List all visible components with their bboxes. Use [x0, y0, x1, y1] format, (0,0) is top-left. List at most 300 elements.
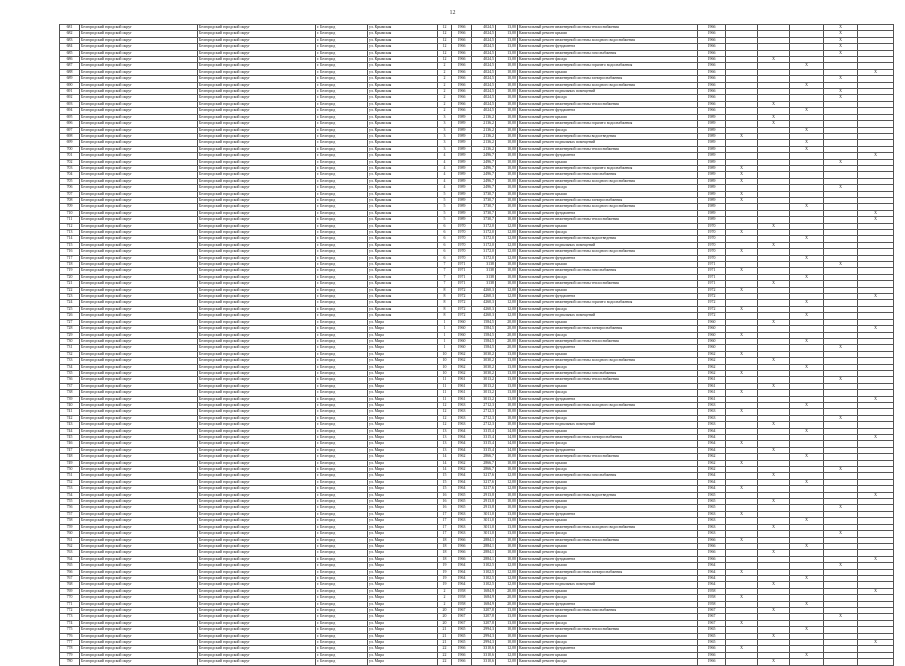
- house-number-cell: 2: [438, 89, 452, 95]
- last-repair-year-cell: 1958: [698, 601, 726, 607]
- house-number-cell: 12: [438, 402, 452, 408]
- period-5-cell: X: [858, 210, 894, 216]
- build-year-cell: 1963: [452, 511, 472, 517]
- work-type-cell: Капитальный ремонт фасада: [518, 659, 698, 665]
- house-number-cell: 4: [438, 178, 452, 184]
- last-repair-year-cell: 1989: [698, 191, 726, 197]
- last-repair-year-cell: 1964: [698, 473, 726, 479]
- area-cell: 4260,3: [472, 294, 496, 300]
- wear-cell: 20,00: [496, 319, 518, 325]
- house-number-cell: 18: [438, 537, 452, 543]
- street-cell: ул. Мира: [368, 659, 438, 665]
- work-type-cell: Капитальный ремонт фундамента: [518, 396, 698, 402]
- row-number-cell: 713: [60, 230, 80, 236]
- period-5-cell: X: [858, 435, 894, 441]
- period-4-cell: X: [824, 76, 858, 82]
- municipality-cell: Белгородский городской округ: [198, 50, 316, 56]
- house-number-cell: 2: [438, 101, 452, 107]
- street-cell: ул. Крымская: [368, 63, 438, 69]
- locality-cell: г. Белгород: [316, 620, 368, 626]
- work-type-cell: Капитальный ремонт крыши: [518, 409, 698, 415]
- street-cell: ул. Крымская: [368, 31, 438, 37]
- build-year-cell: 1970: [452, 255, 472, 261]
- municipality-cell: Белгородский городской округ: [198, 326, 316, 332]
- build-year-cell: 1971: [452, 262, 472, 268]
- locality-cell: г. Белгород: [316, 652, 368, 658]
- district-cell: Белгородский городской округ: [80, 140, 198, 146]
- build-year-cell: 1965: [452, 505, 472, 511]
- wear-cell: 13,00: [496, 524, 518, 530]
- row-number-cell: 767: [60, 575, 80, 581]
- house-number-cell: 16: [438, 499, 452, 505]
- build-year-cell: 1966: [452, 31, 472, 37]
- build-year-cell: 1964: [452, 447, 472, 453]
- work-type-cell: Капитальный ремонт фундамента: [518, 294, 698, 300]
- work-type-cell: Капитальный ремонт фасада: [518, 306, 698, 312]
- municipality-cell: Белгородский городской округ: [198, 479, 316, 485]
- locality-cell: г. Белгород: [316, 460, 368, 466]
- locality-cell: г. Белгород: [316, 172, 368, 178]
- row-number-cell: 723: [60, 294, 80, 300]
- house-number-cell: 8: [438, 300, 452, 306]
- locality-cell: г. Белгород: [316, 76, 368, 82]
- build-year-cell: 1964: [452, 582, 472, 588]
- street-cell: ул. Крымская: [368, 249, 438, 255]
- house-number-cell: 1: [438, 338, 452, 344]
- page-number: 12: [449, 10, 456, 16]
- municipality-cell: Белгородский городской округ: [198, 281, 316, 287]
- locality-cell: г. Белгород: [316, 89, 368, 95]
- street-cell: ул. Мира: [368, 486, 438, 492]
- street-cell: ул. Крымская: [368, 262, 438, 268]
- period-2-cell: X: [758, 422, 790, 428]
- district-cell: Белгородский городской округ: [80, 82, 198, 88]
- work-type-cell: Капитальный ремонт инженерной системы электроснабжения: [518, 435, 698, 441]
- row-number-cell: 736: [60, 377, 80, 383]
- municipality-cell: Белгородский городской округ: [198, 524, 316, 530]
- area-cell: 3102,5: [472, 569, 496, 575]
- period-4-cell: X: [824, 345, 858, 351]
- area-cell: 3138: [472, 262, 496, 268]
- wear-cell: 10,00: [496, 172, 518, 178]
- district-cell: Белгородский городской округ: [80, 165, 198, 171]
- area-cell: 4024,5: [472, 57, 496, 63]
- street-cell: ул. Крымская: [368, 306, 438, 312]
- district-cell: Белгородский городской округ: [80, 620, 198, 626]
- street-cell: ул. Мира: [368, 422, 438, 428]
- period-5-cell: X: [858, 326, 894, 332]
- district-cell: Белгородский городской округ: [80, 377, 198, 383]
- build-year-cell: 1966: [452, 76, 472, 82]
- district-cell: Белгородский городской округ: [80, 197, 198, 203]
- work-type-cell: Капитальный ремонт фундамента: [518, 345, 698, 351]
- street-cell: ул. Мира: [368, 435, 438, 441]
- street-cell: ул. Мира: [368, 627, 438, 633]
- area-cell: 4024,5: [472, 44, 496, 50]
- locality-cell: г. Белгород: [316, 447, 368, 453]
- street-cell: ул. Крымская: [368, 197, 438, 203]
- work-type-cell: Капитальный ремонт фасада: [518, 390, 698, 396]
- locality-cell: г. Белгород: [316, 31, 368, 37]
- street-cell: ул. Крымская: [368, 121, 438, 127]
- area-cell: 3207,8: [472, 620, 496, 626]
- area-cell: 2136,2: [472, 127, 496, 133]
- area-cell: 3013,2: [472, 377, 496, 383]
- house-number-cell: 20: [438, 607, 452, 613]
- work-type-cell: Капитальный ремонт фасада: [518, 620, 698, 626]
- last-repair-year-cell: 1965: [698, 499, 726, 505]
- last-repair-year-cell: 1960: [698, 332, 726, 338]
- period-1-cell: X: [726, 178, 758, 184]
- build-year-cell: 1966: [452, 537, 472, 543]
- house-number-cell: 17: [438, 531, 452, 537]
- street-cell: ул. Мира: [368, 467, 438, 473]
- last-repair-year-cell: 1964: [698, 569, 726, 575]
- area-cell: 3207,8: [472, 614, 496, 620]
- municipality-cell: Белгородский городской округ: [198, 499, 316, 505]
- street-cell: ул. Мира: [368, 550, 438, 556]
- locality-cell: г. Белгород: [316, 486, 368, 492]
- house-number-cell: 6: [438, 230, 452, 236]
- house-number-cell: 18: [438, 556, 452, 562]
- build-year-cell: 1966: [452, 44, 472, 50]
- street-cell: ул. Крымская: [368, 255, 438, 261]
- wear-cell: 10,00: [496, 281, 518, 287]
- municipality-cell: Белгородский городской округ: [198, 210, 316, 216]
- row-number-cell: 685: [60, 50, 80, 56]
- period-4-cell: [824, 659, 858, 665]
- locality-cell: г. Белгород: [316, 63, 368, 69]
- row-number-cell: 717: [60, 255, 80, 261]
- locality-cell: г. Белгород: [316, 127, 368, 133]
- municipality-cell: Белгородский городской округ: [198, 575, 316, 581]
- municipality-cell: Белгородский городской округ: [198, 473, 316, 479]
- build-year-cell: 1963: [452, 402, 472, 408]
- street-cell: ул. Мира: [368, 531, 438, 537]
- row-number-cell: 686: [60, 57, 80, 63]
- street-cell: ул. Мира: [368, 543, 438, 549]
- locality-cell: г. Белгород: [316, 499, 368, 505]
- period-3-cell: X: [790, 518, 824, 524]
- wear-cell: 20,00: [496, 595, 518, 601]
- work-type-cell: Капитальный ремонт инженерной системы холодного водоснабжения: [518, 358, 698, 364]
- row-number-cell: 721: [60, 281, 80, 287]
- work-type-cell: Капитальный ремонт фундамента: [518, 210, 698, 216]
- wear-cell: 10,00: [496, 153, 518, 159]
- street-cell: ул. Крымская: [368, 82, 438, 88]
- district-cell: Белгородский городской округ: [80, 242, 198, 248]
- build-year-cell: 1965: [452, 499, 472, 505]
- municipality-cell: Белгородский городской округ: [198, 620, 316, 626]
- locality-cell: г. Белгород: [316, 274, 368, 280]
- municipality-cell: Белгородский городской округ: [198, 159, 316, 165]
- period-1-cell: X: [726, 332, 758, 338]
- row-number-cell: 698: [60, 133, 80, 139]
- wear-cell: 13,00: [496, 614, 518, 620]
- area-cell: 3138: [472, 274, 496, 280]
- district-cell: Белгородский городской округ: [80, 415, 198, 421]
- row-number-cell: 710: [60, 210, 80, 216]
- work-type-cell: Капитальный ремонт фасада: [518, 274, 698, 280]
- house-number-cell: 1: [438, 326, 452, 332]
- area-cell: 3102,5: [472, 575, 496, 581]
- row-number-cell: 746: [60, 441, 80, 447]
- locality-cell: г. Белгород: [316, 319, 368, 325]
- locality-cell: г. Белгород: [316, 217, 368, 223]
- district-cell: Белгородский городской округ: [80, 499, 198, 505]
- locality-cell: г. Белгород: [316, 370, 368, 376]
- house-number-cell: 12: [438, 57, 452, 63]
- street-cell: ул. Крымская: [368, 172, 438, 178]
- area-cell: 4024,5: [472, 31, 496, 37]
- house-number-cell: 3: [438, 127, 452, 133]
- house-number-cell: 7: [438, 262, 452, 268]
- house-number-cell: 7: [438, 268, 452, 274]
- build-year-cell: 1967: [452, 620, 472, 626]
- district-cell: Белгородский городской округ: [80, 659, 198, 665]
- area-cell: 4260,3: [472, 313, 496, 319]
- wear-cell: 10,00: [496, 467, 518, 473]
- build-year-cell: 1966: [452, 543, 472, 549]
- municipality-cell: Белгородский городской округ: [198, 287, 316, 293]
- locality-cell: г. Белгород: [316, 210, 368, 216]
- street-cell: ул. Крымская: [368, 300, 438, 306]
- street-cell: ул. Мира: [368, 319, 438, 325]
- row-number-cell: 752: [60, 479, 80, 485]
- period-4-cell: X: [824, 467, 858, 473]
- locality-cell: г. Белгород: [316, 262, 368, 268]
- street-cell: ул. Крымская: [368, 140, 438, 146]
- municipality-cell: Белгородский городской округ: [198, 454, 316, 460]
- row-number-cell: 760: [60, 531, 80, 537]
- wear-cell: 12,00: [496, 563, 518, 569]
- wear-cell: 12,00: [496, 582, 518, 588]
- locality-cell: г. Белгород: [316, 37, 368, 43]
- period-4-cell: X: [824, 44, 858, 50]
- work-type-cell: Капитальный ремонт фасада: [518, 127, 698, 133]
- last-repair-year-cell: 1964: [698, 447, 726, 453]
- build-year-cell: 1963: [452, 409, 472, 415]
- district-cell: Белгородский городской округ: [80, 191, 198, 197]
- wear-cell: 13,00: [496, 531, 518, 537]
- locality-cell: г. Белгород: [316, 428, 368, 434]
- work-type-cell: Капитальный ремонт фундамента: [518, 447, 698, 453]
- area-cell: 3315,4: [472, 435, 496, 441]
- street-cell: ул. Крымская: [368, 236, 438, 242]
- last-repair-year-cell: 1989: [698, 121, 726, 127]
- area-cell: 2496,7: [472, 178, 496, 184]
- wear-cell: 10,00: [496, 627, 518, 633]
- area-cell: 2712,3: [472, 409, 496, 415]
- house-number-cell: 2: [438, 108, 452, 114]
- period-1-cell: X: [726, 646, 758, 652]
- work-type-cell: Капитальный ремонт фасада: [518, 441, 698, 447]
- house-number-cell: 11: [438, 396, 452, 402]
- build-year-cell: 1989: [452, 204, 472, 210]
- street-cell: ул. Мира: [368, 326, 438, 332]
- municipality-cell: Белгородский городской округ: [198, 185, 316, 191]
- locality-cell: г. Белгород: [316, 165, 368, 171]
- last-repair-year-cell: 1989: [698, 172, 726, 178]
- district-cell: Белгородский городской округ: [80, 345, 198, 351]
- last-repair-year-cell: 1961: [698, 383, 726, 389]
- municipality-cell: Белгородский городской округ: [198, 595, 316, 601]
- period-3-cell: X: [790, 140, 824, 146]
- work-type-cell: Капитальный ремонт крыши: [518, 543, 698, 549]
- build-year-cell: 1960: [452, 338, 472, 344]
- municipality-cell: Белгородский городской округ: [198, 563, 316, 569]
- last-repair-year-cell: 1962: [698, 351, 726, 357]
- build-year-cell: 1965: [452, 627, 472, 633]
- build-year-cell: 1966: [452, 89, 472, 95]
- work-type-cell: Капитальный ремонт инженерной системы теплоснабжения: [518, 101, 698, 107]
- row-number-cell: 732: [60, 351, 80, 357]
- district-cell: Белгородский городской округ: [80, 607, 198, 613]
- work-type-cell: Капитальный ремонт инженерной системы холодного водоснабжения: [518, 204, 698, 210]
- wear-cell: 10,00: [496, 409, 518, 415]
- row-number-cell: 779: [60, 652, 80, 658]
- build-year-cell: 1962: [452, 370, 472, 376]
- house-number-cell: 6: [438, 242, 452, 248]
- district-cell: Белгородский городской округ: [80, 319, 198, 325]
- area-cell: 2994,3: [472, 640, 496, 646]
- district-cell: Белгородский городской округ: [80, 575, 198, 581]
- locality-cell: г. Белгород: [316, 25, 368, 31]
- district-cell: Белгородский городской округ: [80, 588, 198, 594]
- wear-cell: 13,00: [496, 37, 518, 43]
- last-repair-year-cell: 1966: [698, 659, 726, 665]
- street-cell: ул. Мира: [368, 390, 438, 396]
- street-cell: ул. Мира: [368, 396, 438, 402]
- row-number-cell: 687: [60, 63, 80, 69]
- last-repair-year-cell: 1966: [698, 25, 726, 31]
- build-year-cell: 1966: [452, 57, 472, 63]
- street-cell: ул. Крымская: [368, 294, 438, 300]
- row-number-cell: 724: [60, 300, 80, 306]
- house-number-cell: 15: [438, 473, 452, 479]
- work-type-cell: Капитальный ремонт инженерной системы электроснабжения: [518, 326, 698, 332]
- build-year-cell: 1964: [452, 473, 472, 479]
- period-5-cell: X: [858, 556, 894, 562]
- locality-cell: г. Белгород: [316, 159, 368, 165]
- area-cell: 3011,0: [472, 511, 496, 517]
- house-number-cell: 15: [438, 486, 452, 492]
- district-cell: Белгородский городской округ: [80, 274, 198, 280]
- row-number-cell: 706: [60, 185, 80, 191]
- wear-cell: 13,00: [496, 518, 518, 524]
- last-repair-year-cell: 1963: [698, 518, 726, 524]
- last-repair-year-cell: 1966: [698, 101, 726, 107]
- house-number-cell: 22: [438, 659, 452, 665]
- municipality-cell: Белгородский городской округ: [198, 69, 316, 75]
- period-1-cell: X: [726, 460, 758, 466]
- municipality-cell: Белгородский городской округ: [198, 396, 316, 402]
- row-number-cell: 777: [60, 640, 80, 646]
- locality-cell: г. Белгород: [316, 287, 368, 293]
- district-cell: Белгородский городской округ: [80, 306, 198, 312]
- street-cell: ул. Мира: [368, 588, 438, 594]
- wear-cell: 10,00: [496, 422, 518, 428]
- wear-cell: 10,00: [496, 185, 518, 191]
- work-type-cell: Капитальный ремонт крыши: [518, 614, 698, 620]
- period-5-cell: X: [858, 396, 894, 402]
- municipality-cell: Белгородский городской округ: [198, 351, 316, 357]
- build-year-cell: 1989: [452, 114, 472, 120]
- house-number-cell: 13: [438, 441, 452, 447]
- house-number-cell: 10: [438, 351, 452, 357]
- last-repair-year-cell: 1960: [698, 345, 726, 351]
- period-2-cell: X: [758, 114, 790, 120]
- house-number-cell: 6: [438, 255, 452, 261]
- area-cell: 2136,2: [472, 146, 496, 152]
- street-cell: ул. Крымская: [368, 89, 438, 95]
- period-1-cell: X: [726, 249, 758, 255]
- period-3-cell: X: [790, 601, 824, 607]
- work-type-cell: Капитальный ремонт крыши: [518, 652, 698, 658]
- work-type-cell: Капитальный ремонт инженерной системы теплоснабжения: [518, 217, 698, 223]
- municipality-cell: Белгородский городской округ: [198, 486, 316, 492]
- period-2-cell: X: [758, 319, 790, 325]
- locality-cell: г. Белгород: [316, 281, 368, 287]
- period-1-cell: X: [726, 287, 758, 293]
- last-repair-year-cell: 1970: [698, 223, 726, 229]
- municipality-cell: Белгородский городской округ: [198, 627, 316, 633]
- row-number-cell: 729: [60, 332, 80, 338]
- house-number-cell: 11: [438, 383, 452, 389]
- work-type-cell: Капитальный ремонт инженерной системы горячего водоснабжения: [518, 300, 698, 306]
- work-type-cell: Капитальный ремонт крыши: [518, 563, 698, 569]
- last-repair-year-cell: 1966: [698, 543, 726, 549]
- last-repair-year-cell: 1963: [698, 524, 726, 530]
- area-cell: 3102,5: [472, 582, 496, 588]
- house-number-cell: 4: [438, 153, 452, 159]
- wear-cell: 10,00: [496, 460, 518, 466]
- locality-cell: г. Белгород: [316, 197, 368, 203]
- period-3-cell: X: [790, 300, 824, 306]
- build-year-cell: 1972: [452, 313, 472, 319]
- period-5-cell: [858, 659, 894, 665]
- municipality-cell: Белгородский городской округ: [198, 358, 316, 364]
- municipality-cell: Белгородский городской округ: [198, 633, 316, 639]
- street-cell: ул. Крымская: [368, 153, 438, 159]
- build-year-cell: 1966: [452, 550, 472, 556]
- locality-cell: г. Белгород: [316, 479, 368, 485]
- district-cell: Белгородский городской округ: [80, 127, 198, 133]
- build-year-cell: 1962: [452, 358, 472, 364]
- street-cell: ул. Крымская: [368, 230, 438, 236]
- work-type-cell: Капитальный ремонт инженерной системы теплоснабжения: [518, 454, 698, 460]
- wear-cell: 12,00: [496, 300, 518, 306]
- district-cell: Белгородский городской округ: [80, 396, 198, 402]
- wear-cell: 10,00: [496, 262, 518, 268]
- last-repair-year-cell: 1964: [698, 486, 726, 492]
- area-cell: 1584,5: [472, 332, 496, 338]
- street-cell: ул. Крымская: [368, 223, 438, 229]
- last-repair-year-cell: 1964: [698, 479, 726, 485]
- municipality-cell: Белгородский городской округ: [198, 537, 316, 543]
- last-repair-year-cell: 1967: [698, 620, 726, 626]
- area-cell: 3030,2: [472, 358, 496, 364]
- work-type-cell: Капитальный ремонт фундамента: [518, 153, 698, 159]
- area-cell: 2712,3: [472, 415, 496, 421]
- build-year-cell: 1963: [452, 531, 472, 537]
- street-cell: ул. Мира: [368, 556, 438, 562]
- locality-cell: г. Белгород: [316, 575, 368, 581]
- period-3-cell: [790, 659, 824, 665]
- build-year-cell: 1989: [452, 127, 472, 133]
- build-year-cell: 1963: [452, 518, 472, 524]
- district-cell: Белгородский городской округ: [80, 492, 198, 498]
